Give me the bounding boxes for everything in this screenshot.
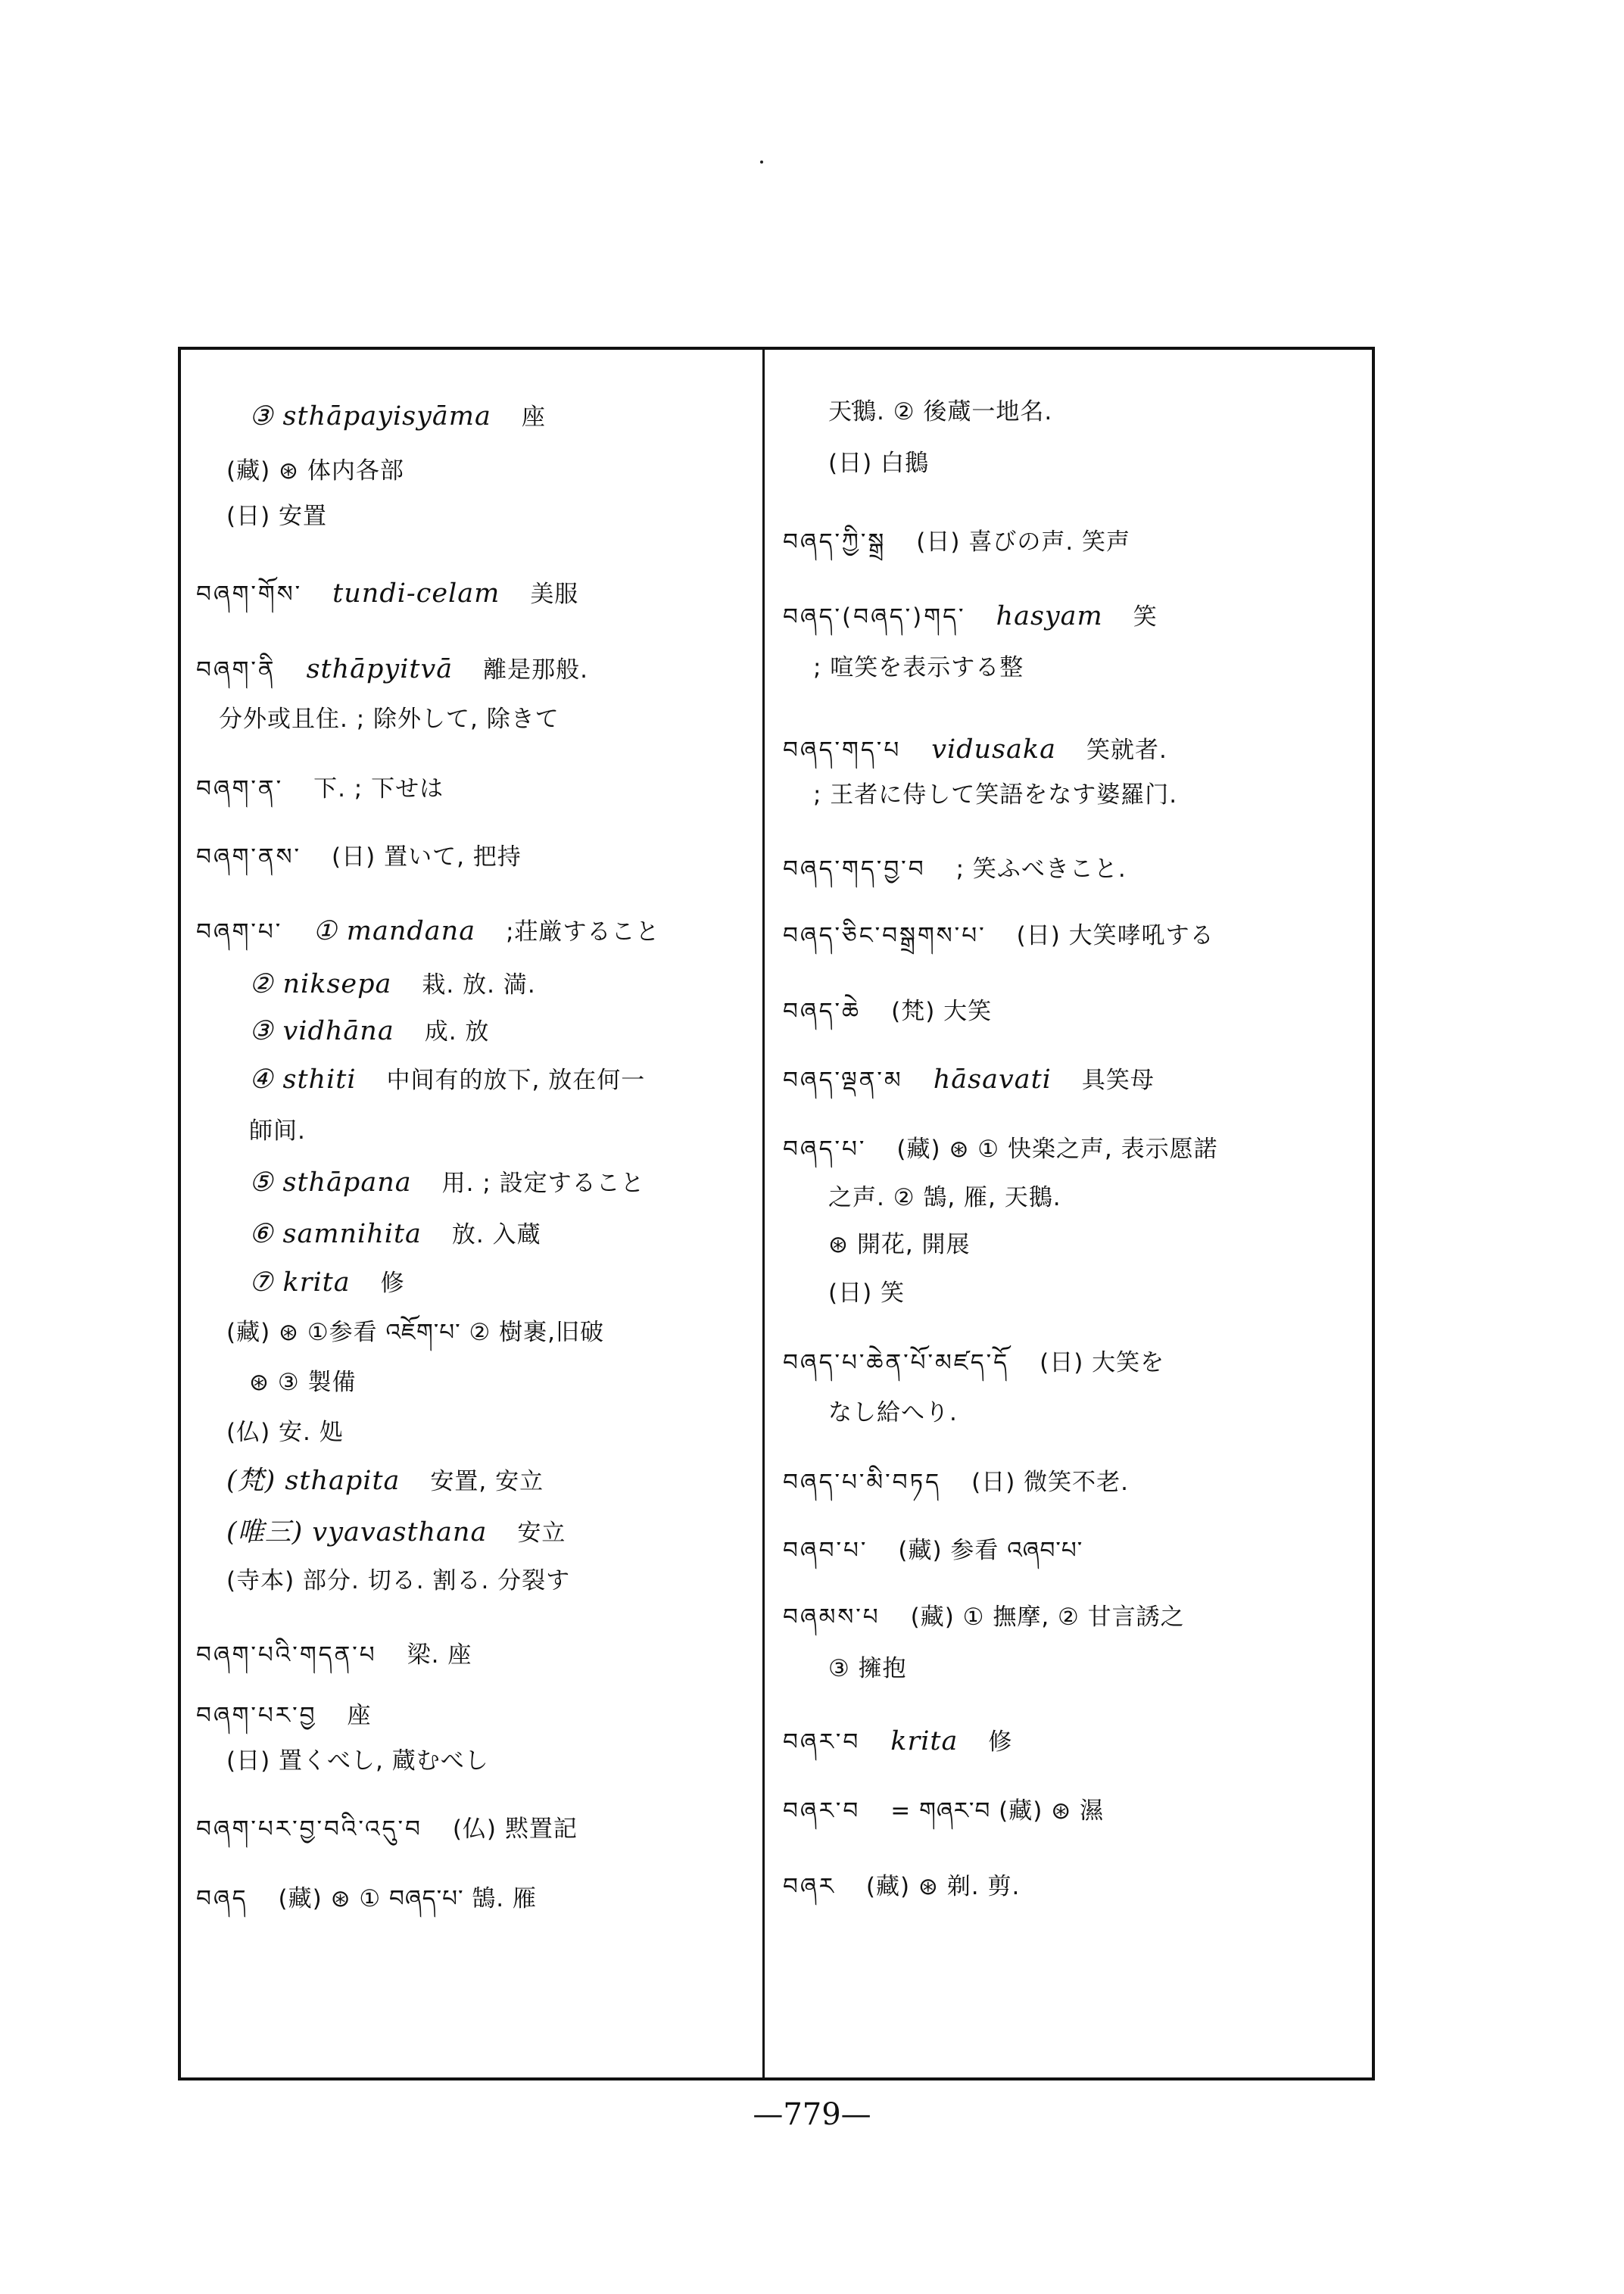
dictionary-line <box>196 1814 608 1844</box>
tibetan-headword: བཞད་ལྡན་མ <box>783 1067 903 1094</box>
dictionary-line <box>249 1064 675 1096</box>
sanskrit-term: ⑦ krita <box>249 1267 351 1298</box>
tibetan-headword: བཞག་ནས་ <box>196 843 302 871</box>
gloss-text: (藏) ⊛ ①参看 འཇོག་པ་ ② 樹裹,旧破 <box>226 1319 605 1346</box>
dictionary-line <box>226 1566 600 1596</box>
gloss-text: 安立 <box>517 1519 566 1547</box>
gloss-text: 下. ; 下せは <box>313 775 444 803</box>
sanskrit-term: sthāpyitvā <box>306 654 454 684</box>
dictionary-line <box>226 1746 519 1776</box>
sanskrit-term: ③ sthāpayisyāma <box>249 401 491 432</box>
tibetan-headword: བཞད་ཅིང་བསྒྲགས་པ་ <box>783 922 987 949</box>
dictionary-line <box>249 1167 675 1198</box>
tibetan-headword: བཞད <box>196 1885 248 1912</box>
dictionary-line <box>783 921 1245 951</box>
dictionary-line <box>196 1700 401 1731</box>
dictionary-line <box>783 1064 1185 1096</box>
dictionary-line <box>828 1278 935 1308</box>
gloss-text: 安置, 安立 <box>430 1468 544 1495</box>
gloss-text: (仏) 黙置記 <box>452 1816 578 1843</box>
tibetan-headword: བཞད་ཀྱི་སྒྲ <box>783 528 887 556</box>
tibetan-headword: བཞག་པར་བྱ་བའི་འདུ་བ <box>196 1816 422 1843</box>
gloss-text: (藏) ⊛ 剃. 剪. <box>865 1873 1021 1900</box>
tibetan-headword: བཞད་པ་ <box>783 1136 867 1163</box>
gloss-text: 修 <box>380 1270 405 1297</box>
left-column <box>181 350 762 2077</box>
page-number: —779— <box>753 2097 871 2132</box>
dictionary-line <box>783 1872 1050 1902</box>
tibetan-headword: བཞད་གད་པ <box>783 737 902 764</box>
dictionary-line <box>783 1535 1113 1566</box>
sanskrit-term: ① mandana <box>313 916 476 946</box>
gloss-text: 放. 入蔵 <box>451 1221 541 1248</box>
gloss-text: (藏) ⊛ ① བཞད་པ་ 鵠. 雁 <box>278 1885 538 1912</box>
sanskrit-term: (梵) sthapita <box>226 1466 401 1496</box>
tibetan-headword: བཞབ་པ་ <box>783 1537 868 1564</box>
gloss-text: 師间. <box>249 1117 306 1145</box>
gloss-text: (藏) ⊛ 体内各部 <box>226 457 404 485</box>
sanskrit-term: krita <box>890 1726 959 1756</box>
gloss-text: ; 王者に侍して笑語をなす婆羅门. <box>813 781 1178 809</box>
gloss-text: (日) 笑 <box>828 1279 906 1307</box>
sanskrit-term: ④ sthiti <box>249 1064 357 1095</box>
gloss-text: なし給へり. <box>828 1399 958 1426</box>
dictionary-line <box>828 1230 1001 1260</box>
gloss-text: (藏) ⊛ ① 快楽之声, 表示愿諾 <box>896 1136 1218 1163</box>
gloss-text: 用. ; 設定すること <box>441 1170 645 1197</box>
gloss-text: ⊛ ③ 製備 <box>249 1369 357 1396</box>
dictionary-line <box>783 1796 1134 1826</box>
gloss-text: (日) 微笑不老. <box>971 1469 1130 1496</box>
dictionary-line <box>196 654 619 685</box>
dictionary-line <box>828 448 959 478</box>
dictionary-page-frame <box>178 347 1375 2080</box>
dictionary-line <box>813 653 1054 683</box>
tibetan-headword: བཞར <box>783 1873 836 1900</box>
gloss-text: 天鵝. ② 後蔵一地名. <box>828 398 1053 425</box>
gloss-text: 成. 放 <box>424 1018 490 1046</box>
dictionary-line <box>226 456 435 486</box>
gloss-text: (寺本) 部分. 切る. 割る. 分裂す <box>226 1567 571 1594</box>
dictionary-line <box>226 1517 596 1548</box>
gloss-text: (仏) 安. 処 <box>226 1419 344 1446</box>
dictionary-line <box>196 842 552 872</box>
dictionary-line <box>226 1466 574 1497</box>
gloss-text: 具笑母 <box>1081 1067 1155 1094</box>
dictionary-line <box>226 1417 374 1448</box>
dictionary-line <box>249 1267 435 1298</box>
dictionary-line <box>196 1640 502 1670</box>
gloss-text: 離是那般. <box>483 656 588 684</box>
gloss-text: (日) 大笑を <box>1040 1349 1165 1376</box>
dictionary-line <box>196 916 690 947</box>
gloss-text: (日) 喜びの声. 笑声 <box>916 528 1131 556</box>
gloss-text: (日) 白鵝 <box>828 450 930 477</box>
sanskrit-term: ⑥ samnihita <box>249 1219 422 1249</box>
dictionary-line <box>226 1317 634 1348</box>
dictionary-line <box>828 1653 937 1684</box>
tibetan-headword: བཞར་བ <box>783 1797 861 1825</box>
dictionary-line <box>249 1219 572 1250</box>
dictionary-line <box>828 1398 988 1428</box>
dictionary-line <box>828 1183 1092 1213</box>
gloss-text: = གཞར་བ (藏) ⊛ 濕 <box>890 1797 1105 1825</box>
gloss-text: ; 笑ふべきこと. <box>955 856 1127 883</box>
gloss-text: 笑 <box>1133 603 1158 631</box>
gloss-text: 座 <box>347 1702 372 1729</box>
tibetan-headword: བཞད་(བཞད་)གད་ <box>783 603 966 631</box>
dictionary-line <box>783 1726 1043 1757</box>
column-divider <box>762 350 765 2077</box>
dictionary-line <box>828 397 1083 427</box>
dictionary-line <box>196 774 474 804</box>
tibetan-headword: བཞམས་པ <box>783 1604 881 1631</box>
gloss-text: ;荘厳すること <box>506 918 660 946</box>
sanskrit-term: ② niksepa <box>249 969 392 999</box>
dictionary-line <box>783 1467 1159 1498</box>
gloss-text: ③ 擁抱 <box>828 1655 907 1682</box>
dictionary-line <box>249 1016 519 1047</box>
scan-speck <box>760 161 763 164</box>
sanskrit-term: tundi-celam <box>332 578 500 609</box>
gloss-text: 修 <box>988 1728 1013 1756</box>
tibetan-headword: བཞག་པར་བྱ <box>196 1702 317 1729</box>
dictionary-line <box>783 734 1198 765</box>
sanskrit-term: ③ vidhāna <box>249 1016 394 1046</box>
tibetan-headword: བཞག་ནི <box>196 656 276 684</box>
gloss-text: 之声. ② 鵠, 雁, 天鵝. <box>828 1184 1061 1211</box>
gloss-text: ⊛ 開花, 開展 <box>828 1231 971 1258</box>
dictionary-line <box>226 501 357 531</box>
tibetan-headword: བཞག་གོས་ <box>196 581 303 608</box>
tibetan-headword: བཞད་ཆེ <box>783 998 862 1025</box>
dictionary-line <box>249 969 566 1000</box>
dictionary-line <box>783 996 1022 1027</box>
tibetan-headword: བཞར་བ <box>783 1728 861 1756</box>
dictionary-line <box>249 1367 386 1398</box>
gloss-text: 中间有的放下, 放在何一 <box>386 1067 646 1094</box>
sanskrit-term: hāsavati <box>933 1064 1052 1095</box>
tibetan-headword: བཞད་པ་མི་བཏད <box>783 1469 942 1496</box>
gloss-text: 梁. 座 <box>407 1641 472 1669</box>
dictionary-line <box>249 401 576 432</box>
gloss-text: 栽. 放. 満. <box>422 971 536 999</box>
sanskrit-term: ⑤ sthāpana <box>249 1167 412 1198</box>
gloss-text: (梵) 大笑 <box>891 998 993 1025</box>
dictionary-line <box>783 854 1157 884</box>
tibetan-headword: བཞག་པ་ <box>196 918 283 946</box>
dictionary-line <box>813 780 1208 810</box>
dictionary-line <box>783 1348 1195 1378</box>
gloss-text: (藏) ① 撫摩, ② 甘言誘之 <box>910 1604 1185 1631</box>
dictionary-line <box>196 578 609 609</box>
sanskrit-term: vidusaka <box>931 734 1057 765</box>
tibetan-headword: བཞད་པ་ཆེན་པོ་མཛད་དོ <box>783 1349 1010 1376</box>
gloss-text: (日) 大笑哮吼する <box>1016 922 1214 949</box>
sanskrit-term: (唯三) vyavasthana <box>226 1517 488 1548</box>
dictionary-line <box>196 1884 567 1914</box>
gloss-text: 分外或且住. ; 除外して, 除きて <box>219 706 560 733</box>
gloss-text: ; 喧笑を表示する整 <box>813 654 1024 681</box>
tibetan-headword: བཞག་ན་ <box>196 775 284 803</box>
tibetan-headword: བཞག་པའི་གདན་པ <box>196 1641 377 1669</box>
dictionary-line <box>783 1134 1248 1164</box>
gloss-text: (日) 置くべし, 蔵むべし <box>226 1747 489 1775</box>
gloss-text: (日) 置いて, 把持 <box>332 843 522 871</box>
sanskrit-term: hasyam <box>996 601 1103 631</box>
dictionary-line <box>219 704 590 734</box>
dictionary-line <box>783 1602 1215 1632</box>
gloss-text: (藏) 参看 འཞབ་པ་ <box>898 1537 1083 1564</box>
right-column <box>768 350 1373 2077</box>
gloss-text: 座 <box>521 404 546 431</box>
dictionary-line <box>783 601 1188 632</box>
tibetan-headword: བཞད་གད་བྱ་བ <box>783 856 926 883</box>
gloss-text: 笑就者. <box>1086 737 1167 764</box>
dictionary-line <box>249 1116 336 1146</box>
gloss-text: 美服 <box>530 581 579 608</box>
gloss-text: (日) 安置 <box>226 503 328 530</box>
dictionary-line <box>783 527 1161 557</box>
